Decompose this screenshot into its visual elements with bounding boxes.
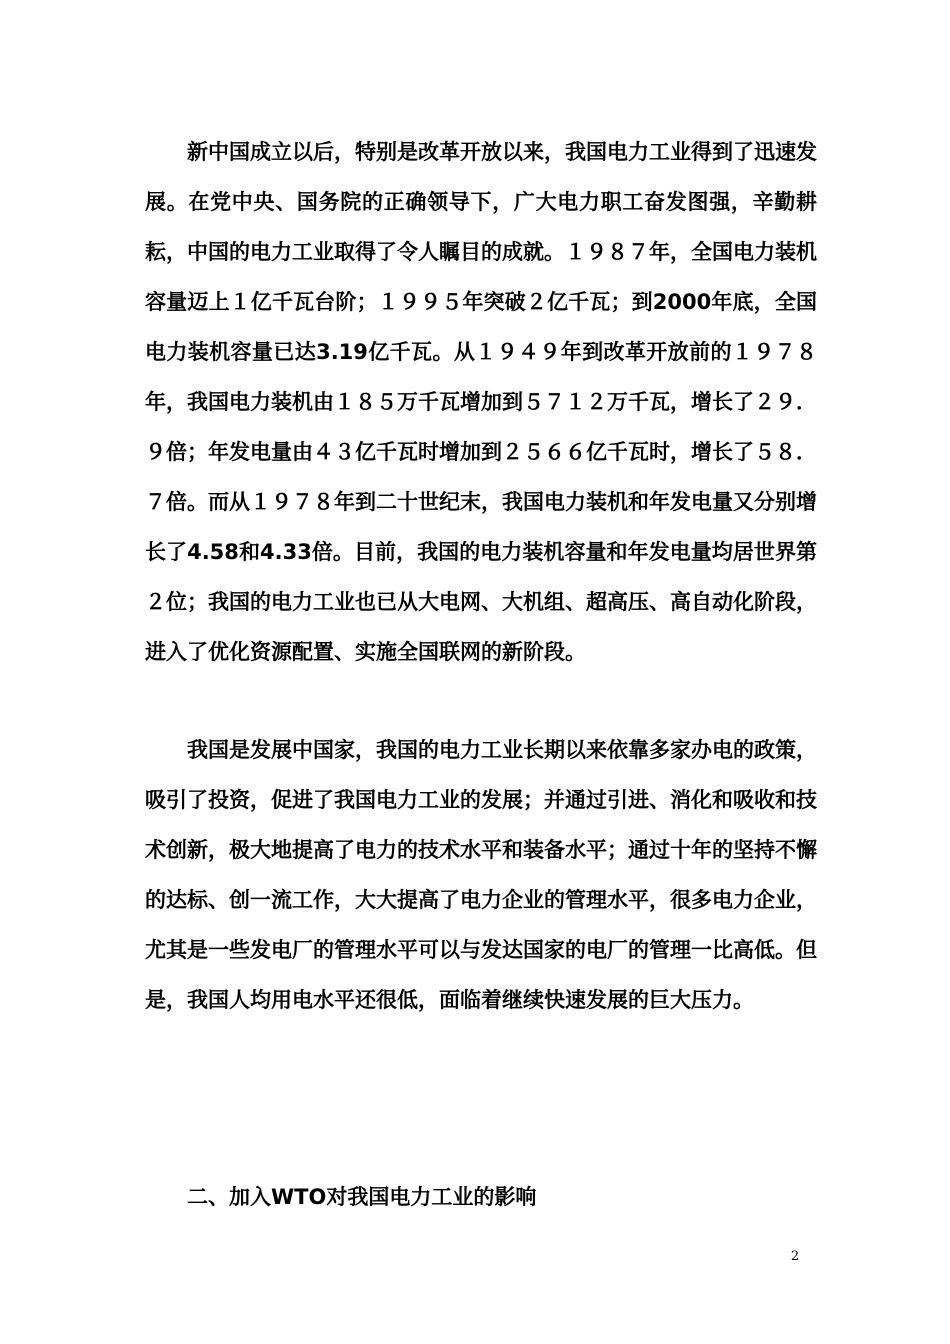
page-number: 2 <box>790 1249 800 1264</box>
section-heading: 二、加入WTO对我国电力工业的影响 <box>187 1185 537 1209</box>
body-paragraph-2: 我国是发展中国家，我国的电力工业长期以来依靠多家办电的政策，吸引了投资，促进了我国电力工业的发展；并通过引进、消化和吸收和技术创新，极大地提高了电力的技术水平和装备水平；通过十年的坚持不懈的达标、创一流工作，大大提高了电力企业的管理水平，很多电力企业，尤其是一些发电厂的管理水平可以与发达国家的电厂的管理一比高低。但是，我国人均用电水平还很低，面临着继续快速发展的巨大压力。 <box>145 738 817 1012</box>
body-paragraph-1: 新中国成立以后，特别是改革开放以来，我国电力工业得到了迅速发展。在党中央、国务院的正确领导下，广大电力职工奋发图强，辛勤耕耘，中国的电力工业取得了令人瞩目的成就。１９８７年，全国电力装机容量迈上１亿千瓦台阶；１９９５年突破２亿千瓦；到2000年底，全国电力装机容量已达3.19亿千瓦。从１９４９年到改革开放前的１９７８年，我国电力装机由１８５万千瓦增加到５７１２万千瓦，增长了２９．９倍；年发电量由４３亿千瓦时增加到２５６６亿千瓦时，增长了５８．７倍。而从１９７８年到二十世纪末，我国电力装机和年发电量又分别增长了4.58和4.33倍。目前，我国的电力装机容量和年发电量均居世界第２位；我国的电力工业也已从大电网、大机组、超高压、高自动化阶段，进入了优化资源配置、实施全国联网的新阶段。 <box>145 140 817 664</box>
